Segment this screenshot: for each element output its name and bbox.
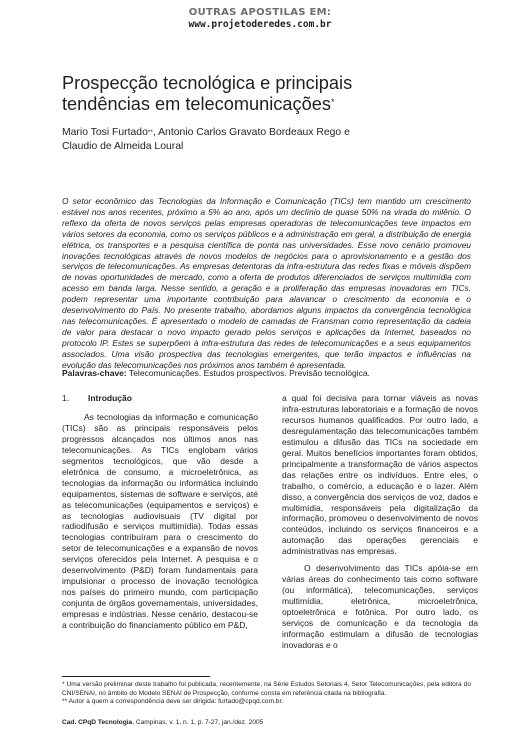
right-column [282, 393, 478, 651]
page-footer [62, 719, 471, 727]
footnotes [62, 681, 471, 707]
journal-citation: , Campinas, v. 1, n. 1, p. 7-27, jan./dez. 2005 [132, 719, 264, 726]
author-1: Mario Tosi Furtado [62, 127, 148, 138]
body-paragraph: O desenvolvimento das TICs apóia-se em várias áreas do conhecimento tais como software (ou informática), telecomunicações, serviços multimídia, eletrônica, microeletrônica, optoeletrônica e fotônica. Por outro lado, os serviços de comunicação e da tecnologia da informação estimulam a difusão de tecnologias inovadoras e o [282, 563, 478, 650]
header-title: OUTRAS APOSTILAS EM: [188, 7, 332, 18]
body-paragraph: a qual foi decisiva para tornar viáveis as novas infra-estruturas laboratoriais e a formação de novos recursos humanos qualificados. Por outro lado, a desregulamentação das telecomunicações também estimulou a difusão das TICs na sociedade em geral. Muitos benefícios importantes foram obtidos, principalmente a transformação de vários aspectos das relações entre os indivíduos. Entre eles, o trabalho, o comércio, a educação e o lazer. Além disso, a convergência dos serviços de voz, dados e multimídia, responsáveis pela digitalização da informação, promoveu o desenvolvimento de novos conteúdos, incluindo os serviços financeiros e a automação das operações gerenciais e administrativas nas empresas. [282, 393, 478, 557]
authors-line-1 [62, 126, 482, 140]
section-number: 1. [62, 393, 70, 403]
journal-name: Cad. CPqD Tecnologia [62, 719, 133, 726]
header-url[interactable]: www.projetoderedes.com.br [188, 19, 332, 30]
article-title [62, 73, 482, 115]
footnote-divider [62, 676, 210, 677]
keywords-label: Palavras-chave: [62, 368, 127, 378]
body-paragraph: As tecnologias da informação e comunicação (TICs) são as principais responsáveis pelos progressos alcançados nos últimos anos nas telecomunicações. As TICs englobam vários segmentos tecnológicos, que vão desde a eletrônica de consumo, a microeletrônica, as tecnologias da informação ou informática incluindo equipamentos, sistemas de software e serviços, até as telecomunicações (equipamentos e serviços) e as tecnologias audiovisuais (TV digital por radiodifusão e serviços multimídia). Todas essas tecnologias contribuíram para o crescimento do setor de telecomunicações e a expansão de novos serviços oferecidos pela Internet. A pesquisa e o desenvolvimento (P&D) foram fundamentais para impulsionar o processo de inovação tecnológica nos países do primeiro mundo, com participação conjunta de órgãos governamentais, universidades, empresas e indústrias. Nesse cenário, destacou-se a contribuição do financiamento público em P&D, [62, 411, 258, 631]
left-column [62, 393, 258, 631]
abstract: O setor econômico das Tecnologias da Informação e Comunicação (TICs) tem mantido um crescimento estável nos anos recentes, próximo a 5% ao ano, após um declínio de quase 50% na virada do milênio. O reflexo da oferta de novos serviços pelas empresas operadoras de telecomunicações teve impactos em vários setores da economia, como os serviços públicos e a administração em geral, a distribuição de energia elétrica, os transportes e a pesquisa científica de ponta nas universidades. Esse novo cenário promoveu inovações tecnológicas através de novos modelos de negócios para o aprovisionamento e a gestão dos serviços de telecomunicações. As empresas detentoras da infra-estrutura das redes fixas e móveis dispõem de novas oportunidades de mercado, como a oferta de produtos diferenciados de serviços multimídia com acesso em banda larga. Nesse sentido, a geração e a proliferação das empresas inovadoras em TICs, podem representar uma importante contribuição para alavancar o crescimento da economia e o desenvolvimento do País. No presente trabalho, abordamos alguns impactos da convergência tecnológica nas telecomunicações. É apresentado o modelo de camadas de Fransman como representação da cadeia de valor para destacar o novo impacto gerado pelos serviços e aplicações da Internet, baseados no protocolo IP. Estes se superpõem à infra-estrutura das redes de telecomunicações e a seus equipamentos associados. Uma visão prospectiva das tecnologias emergentes, que terão impactos e influências na evolução das telecomunicações nos próximos anos também é apresentada. [62, 196, 471, 370]
footnote-2: ** Autor a quem a correspondência deve ser dirigida: furtado@cpqd.com.br. [62, 698, 284, 706]
section-title: Introdução [88, 393, 132, 403]
author-3: Claudio de Almeida Loural [62, 141, 184, 152]
author-footnote-marker: ** [147, 129, 153, 136]
section-heading [62, 393, 258, 404]
authors [62, 126, 482, 154]
keywords [62, 368, 471, 379]
site-header [0, 7, 520, 31]
author-2: , Antonio Carlos Gravato Bordeaux Rego e [152, 127, 350, 138]
title-line-2-text: tendências em telecomunicações [62, 94, 331, 114]
keywords-text: Telecomunicações. Estudos prospectivos. Previsão tecnológica. [126, 368, 370, 378]
title-line-1: Prospecção tecnológica e principais [62, 73, 353, 93]
title-line-2 [62, 94, 482, 115]
footnote-1: * Uma versão preliminar deste trabalho foi publicada, recentemente, na Série Estudos Setoriais 4, Setor Telecomunicações, pela editora do CNI/SENAI, no âmbito do Modelo SENAI de Prospecção, conforme consta em referência citada na bibliografia. [62, 681, 471, 697]
title-footnote-marker: * [330, 97, 335, 107]
